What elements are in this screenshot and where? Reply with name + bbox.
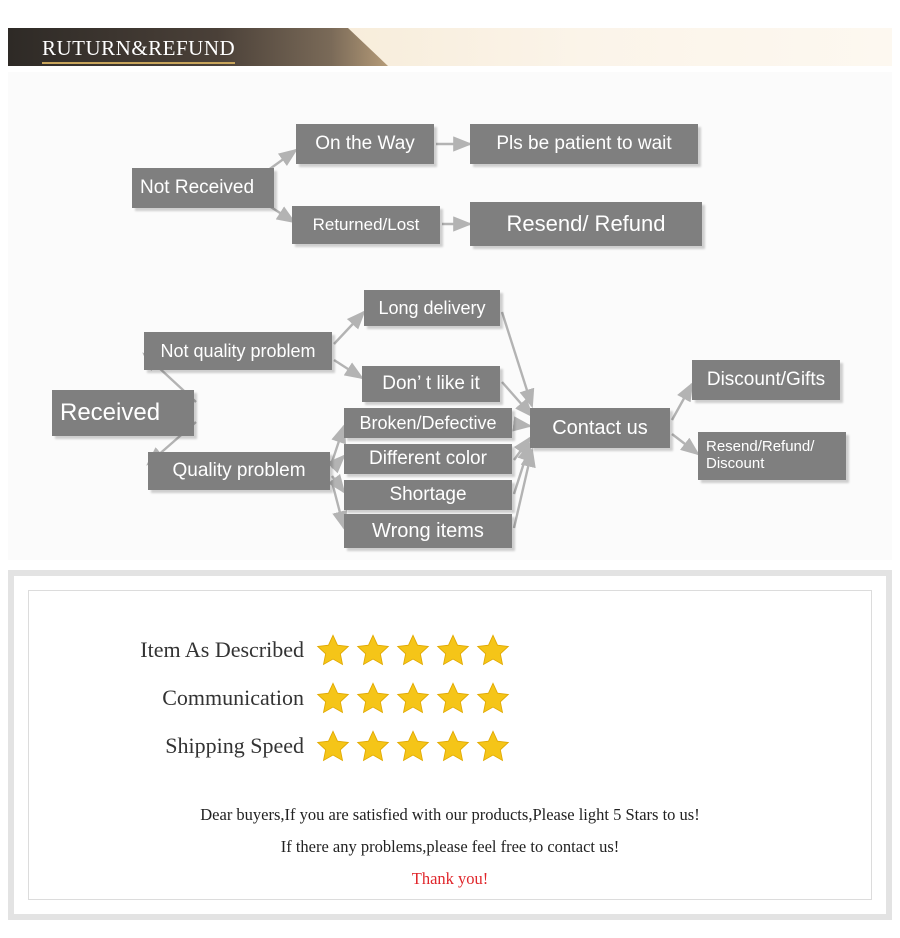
star-icon	[316, 729, 350, 763]
star-icon	[356, 681, 390, 715]
flow-node-pls-be-patient: Pls be patient to wait	[470, 124, 698, 164]
page-title: RUTURN&REFUND	[42, 36, 235, 64]
thank-you-text: Thank you!	[411, 869, 489, 888]
rating-row	[89, 729, 510, 763]
header-banner	[8, 28, 892, 66]
flow-node-on-the-way: On the Way	[296, 124, 434, 164]
feedback-note: Dear buyers,If you are satisfied with our products,Please light 5 Stars to us!	[200, 805, 700, 824]
star-icon	[316, 633, 350, 667]
flow-node-received: Received	[52, 390, 194, 436]
rating-row	[89, 633, 510, 667]
star-icon	[396, 729, 430, 763]
feedback-panel	[8, 570, 892, 920]
rating-label: Communication	[162, 685, 304, 710]
flow-node-contact-us: Contact us	[530, 408, 670, 448]
star-icon	[476, 633, 510, 667]
rating-label: Item As Described	[140, 637, 304, 662]
star-rating[interactable]	[316, 729, 510, 763]
star-icon	[396, 681, 430, 715]
feedback-panel-inner	[28, 590, 872, 900]
star-icon	[436, 729, 470, 763]
flow-node-resend-refund-disc: Resend/Refund/ Discount	[698, 432, 846, 480]
feedback-note: If there any problems,please feel free to contact us!	[280, 837, 620, 856]
star-icon	[316, 681, 350, 715]
flow-node-broken-defective: Broken/Defective	[344, 408, 512, 438]
flow-node-shortage: Shortage	[344, 480, 512, 510]
star-icon	[396, 633, 430, 667]
star-icon	[436, 633, 470, 667]
flow-node-long-delivery: Long delivery	[364, 290, 500, 326]
flow-node-resend-refund: Resend/ Refund	[470, 202, 702, 246]
flow-node-discount-gifts: Discount/Gifts	[692, 360, 840, 400]
star-icon	[476, 729, 510, 763]
flow-node-quality: Quality problem	[148, 452, 330, 490]
flow-node-not-received: Not Received	[132, 168, 274, 208]
star-rating[interactable]	[316, 681, 510, 715]
flow-node-different-color: Different color	[344, 444, 512, 474]
return-refund-flowchart	[8, 72, 892, 560]
star-rating[interactable]	[316, 633, 510, 667]
star-icon	[476, 681, 510, 715]
star-icon	[436, 681, 470, 715]
flow-node-wrong-items: Wrong items	[344, 514, 512, 548]
rating-row	[89, 681, 510, 715]
star-icon	[356, 633, 390, 667]
flow-node-returned-lost: Returned/Lost	[292, 206, 440, 244]
flow-node-not-quality: Not quality problem	[144, 332, 332, 370]
star-icon	[356, 729, 390, 763]
flow-node-dont-like-it: Don’ t like it	[362, 366, 500, 402]
rating-label: Shipping Speed	[165, 733, 304, 758]
